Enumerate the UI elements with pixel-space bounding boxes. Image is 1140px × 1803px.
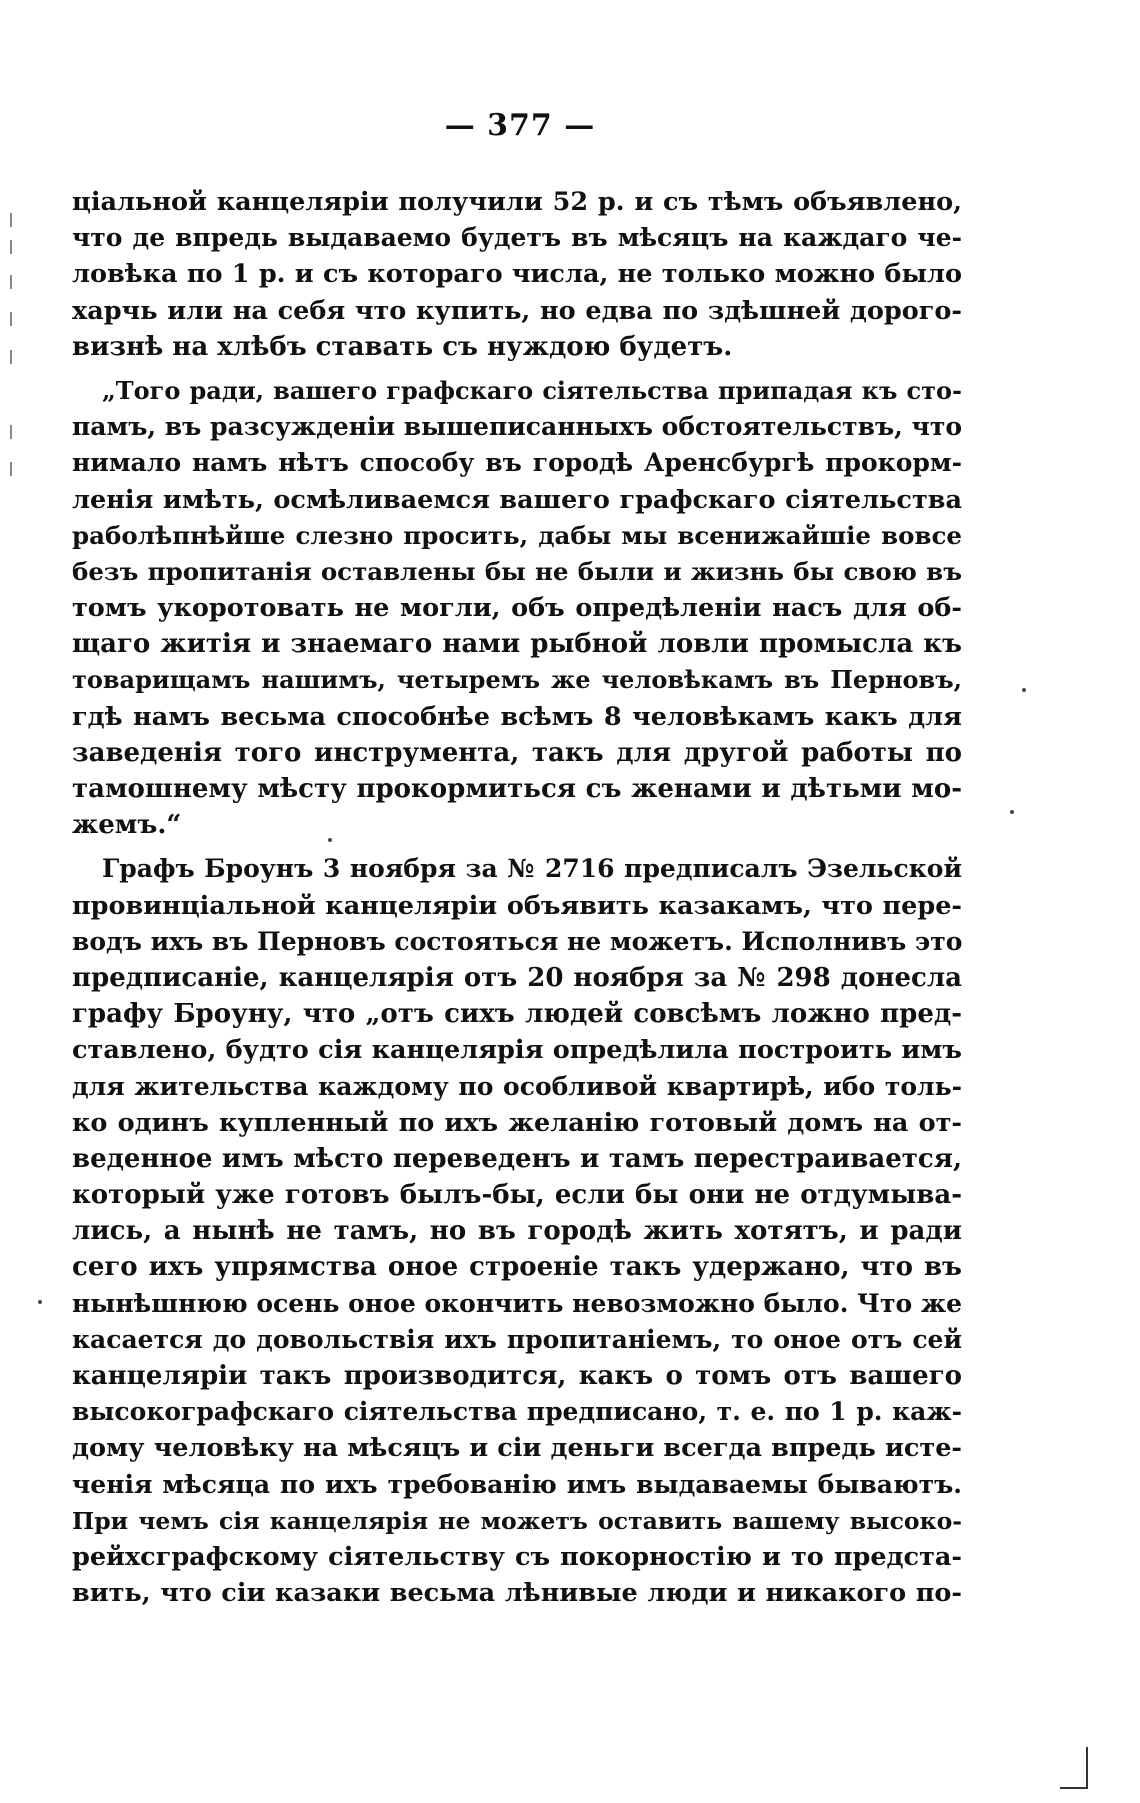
text-line: ченія мѣсяца по ихъ требованію имъ выдаваемы бываютъ. [72, 1469, 962, 1499]
text-line: вить, что сіи казаки весьма лѣнивые люди и никакого по- [72, 1578, 962, 1609]
text-line: заведенія того инструмента, такъ для другой работы по [72, 737, 962, 768]
text-line: ловѣка по 1 р. и съ котораго числа, не только можно было [72, 259, 962, 290]
paragraph-gap [72, 365, 962, 373]
text-line: гдѣ намъ весьма способнѣе всѣмъ 8 человѣкамъ какъ для [72, 701, 962, 732]
speck [1022, 688, 1026, 692]
text-line: раболѣпнѣйше слезно просить, дабы мы всенижайшіе вовсе [72, 520, 962, 550]
text-line: для жительства каждому по особливой квартирѣ, ибо толь- [72, 1071, 962, 1101]
text-line: нимало намъ нѣтъ способу въ городѣ Аренсбургѣ прокорм- [72, 448, 962, 478]
text-line: щаго житія и знаемаго нами рыбной ловли промысла къ [72, 629, 962, 660]
text-line: памъ, въ разсужденіи вышеписанныхъ обстоятельствъ, что [72, 412, 963, 442]
text-line: высокографскаго сіятельства предписано, т. е. по 1 р. каж- [72, 1397, 962, 1427]
text-line: что де впредь выдаваемо будетъ въ мѣсяцъ на каждаго че- [72, 223, 962, 253]
text-line: безъ пропитанія оставлены бы не были и жизнь бы свою въ [72, 556, 962, 586]
text-line: рейхсграфскому сіятельству съ покорностію и то предста- [72, 1541, 962, 1572]
margin-mark [10, 213, 12, 227]
text-line: ставлено, будто сія канцелярія опредѣлила построить имъ [72, 1035, 962, 1066]
text-line: сего ихъ упрямства оное строеніе такъ удержано, что въ [72, 1252, 962, 1283]
text-line: харчь или на себя что купить, но едва по здѣшней дорого- [72, 295, 962, 326]
text-line: лись, а нынѣ не тамъ, но въ городѣ жить хотятъ, и ради [72, 1216, 962, 1247]
text-line: „Того ради, вашего графскаго сіятельства припадая къ сто- [102, 375, 962, 405]
text-line: провинціальной канцеляріи объявить казакамъ, что пере- [72, 890, 962, 921]
speck [1010, 810, 1014, 814]
margin-mark [10, 240, 12, 254]
text-line: веденное имъ мѣсто переведенъ и тамъ перестраивается, [72, 1143, 962, 1174]
text-line: визнѣ на хлѣбъ ставать съ нуждою будетъ. [72, 331, 733, 362]
margin-mark [10, 312, 12, 326]
paragraph-1 [72, 184, 962, 365]
text-line: предписаніе, канцелярія отъ 20 ноября за № 298 донесла [72, 962, 962, 993]
scan-corner-mark [1060, 1747, 1088, 1789]
text-line: тамошнему мѣсту прокормиться съ женами и дѣтьми мо- [72, 774, 962, 804]
text-line: дому человѣку на мѣсяцъ и сіи деньги всегда впредь исте- [72, 1433, 962, 1464]
paragraph-gap [72, 843, 962, 851]
margin-mark [10, 275, 12, 289]
text-line: При чемъ сія канцелярія не можетъ оставить вашему высоко- [72, 1506, 962, 1535]
speck [38, 1300, 42, 1304]
paragraph-3 [72, 851, 962, 1611]
text-line: который уже готовъ былъ-бы, если бы они не отдумыва- [72, 1180, 962, 1211]
text-line: водъ ихъ въ Перновъ состояться не можетъ. Исполнивъ это [72, 926, 963, 956]
body-text [72, 184, 962, 1611]
text-line: ко одинъ купленный по ихъ желанію готовый домъ на от- [72, 1107, 962, 1138]
margin-mark [10, 425, 12, 439]
text-line: графу Броуну, что „отъ сихъ людей совсѣмъ ложно пред- [72, 999, 962, 1030]
margin-mark [10, 350, 12, 364]
text-line: томъ укоротовать не могли, объ опредѣленіи насъ для об- [72, 593, 962, 624]
page-number: — 377 — [444, 108, 596, 143]
text-line: нынѣшнюю осень оное окончить невозможно было. Что же [72, 1288, 962, 1318]
text-line: ленія имѣть, осмѣливаемся вашего графскаго сіятельства [72, 484, 962, 515]
text-line: канцеляріи такъ производится, какъ о томъ отъ вашего [72, 1361, 962, 1391]
text-line: ціальной канцеляріи получили 52 р. и съ тѣмъ объявлено, [72, 187, 962, 217]
paragraph-2 [72, 373, 962, 843]
margin-mark [10, 462, 12, 476]
text-line: касается до довольствія ихъ пропитаніемъ, то оное отъ сей [72, 1324, 962, 1354]
text-line: жемъ.“ [72, 810, 182, 841]
text-line: Графъ Броунъ 3 ноября за № 2716 предписалъ Эзельской [102, 854, 962, 884]
text-line: товарищамъ нашимъ, четыремъ же человѣкамъ въ Перновъ, [72, 665, 962, 695]
